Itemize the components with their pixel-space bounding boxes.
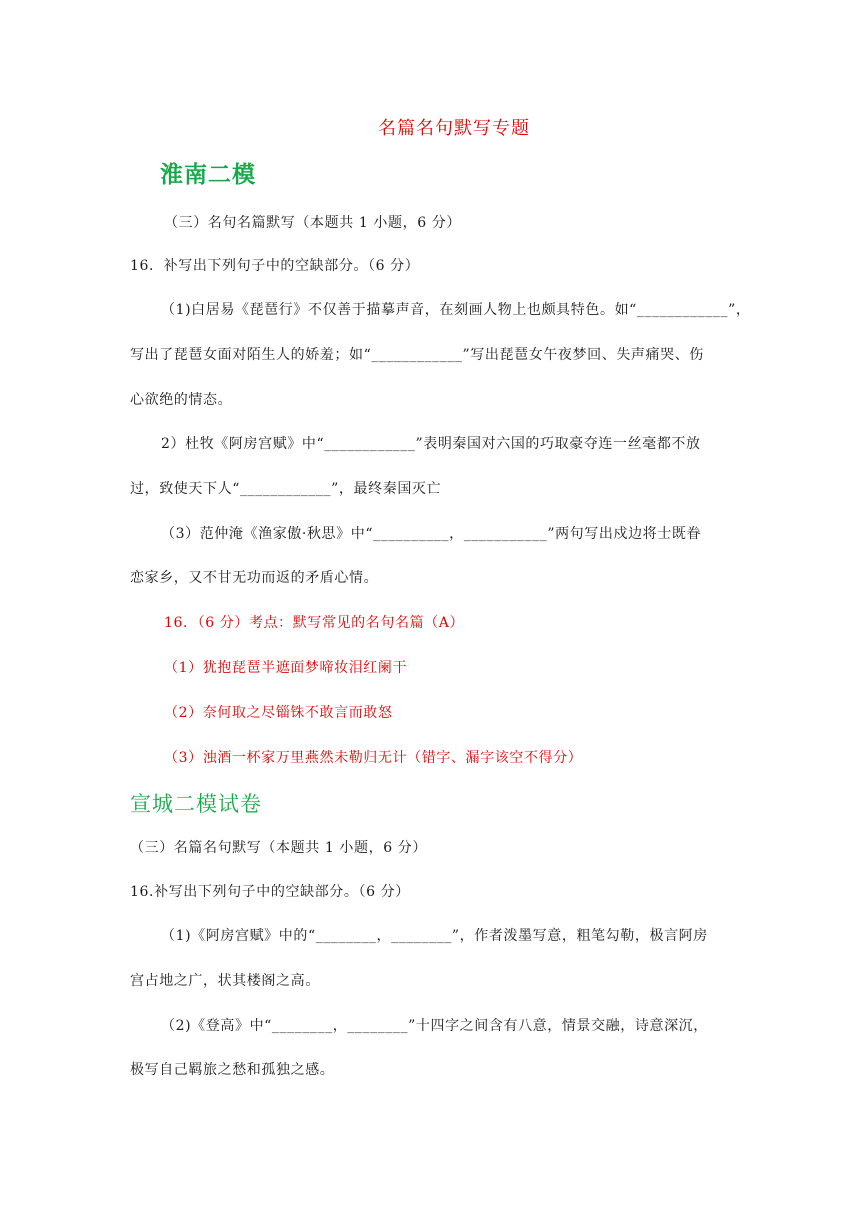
- answer-heading: 16．（6 分）考点：默写常见的名句名篇（A）: [164, 615, 465, 631]
- question-item-2-line-1: （2)《登高》中“________，________”十四字之间含有八意，情景交融，诗意深沉，: [161, 1018, 708, 1034]
- question-text: 16.补写出下列句子中的空缺部分。（6 分）: [130, 884, 410, 900]
- question-text: 16．补写出下列句子中的空缺部分。（6 分）: [130, 258, 420, 274]
- question-item-3-line-2: 恋家乡，又不甘无功而返的矛盾心情。: [130, 570, 379, 586]
- question-item-2-line-2: 极写自己羁旅之愁和孤独之感。: [130, 1062, 335, 1078]
- answer-item-2: （2）奈何取之尽锱铢不敢言而敢怒: [164, 705, 393, 721]
- document-title: 名篇名句默写专题: [378, 118, 530, 139]
- question-item-2-line-2: 过，致使天下人“____________”，最终秦国灭亡: [130, 481, 442, 497]
- question-item-3-line-1: （3）范仲淹《渔家傲·秋思》中“__________，___________”两句写出戍边将士既眷: [161, 526, 702, 542]
- section-subhead: （三）名句名篇默写（本题共 1 小题，6 分）: [164, 215, 461, 231]
- section-subhead: （三）名篇名句默写（本题共 1 小题，6 分）: [130, 840, 427, 856]
- question-item-1-line-3: 心欲绝的情态。: [130, 392, 233, 408]
- question-item-2-line-1: 2）杜牧《阿房宫赋》中“____________”表明秦国对六国的巧取豪夺连一丝毫都不放: [161, 436, 701, 452]
- question-item-1-line-2: 写出了琵琶女面对陌生人的娇羞；如“____________”写出琵琶女午夜梦回、失声痛哭、伤: [130, 347, 704, 363]
- answer-item-3: （3）浊酒一杯家万里燕然未勒归无计（错字、漏字该空不得分）: [164, 750, 583, 766]
- question-item-1-line-1: （1)《阿房宫赋》中的“________，________”，作者泼墨写意，粗笔勾勒，极言阿房: [161, 928, 708, 944]
- question-item-1-line-2: 宫占地之广，状其楼阁之高。: [130, 973, 320, 989]
- section-heading-huainan: 淮南二模: [160, 162, 256, 188]
- question-item-1-line-1: （1)白居易《琵琶行》不仅善于描摹声音，在刻画人物上也颇具特色。如“____________”，: [161, 302, 751, 318]
- section-heading-xuancheng: 宣城二模试卷: [130, 792, 262, 816]
- answer-item-1: （1）犹抱琵琶半遮面梦啼妆泪红阑干: [164, 660, 408, 676]
